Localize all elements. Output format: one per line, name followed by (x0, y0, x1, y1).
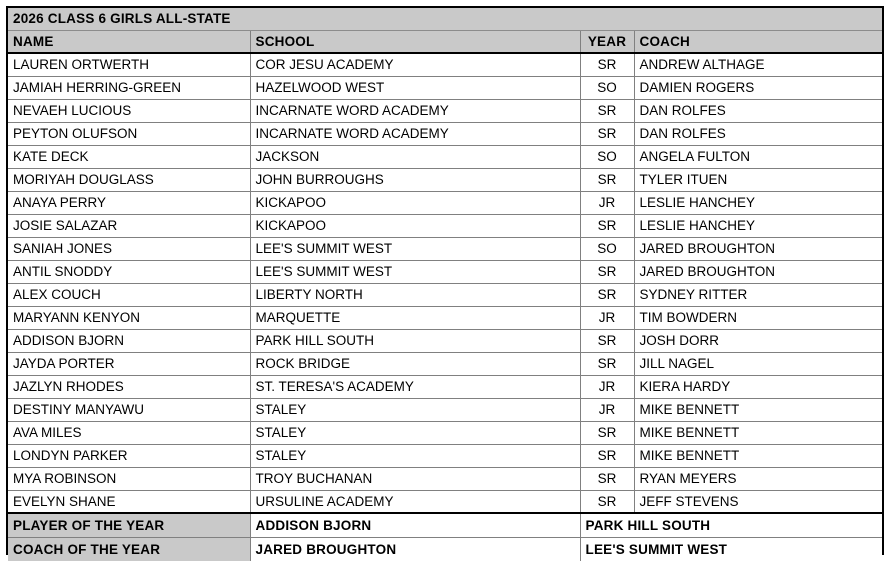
cell-coach[interactable]: TIM BOWDERN (634, 306, 882, 329)
table-row (8, 99, 882, 122)
cell-coach[interactable]: TYLER ITUEN (634, 168, 882, 191)
cell-coach[interactable]: SYDNEY RITTER (634, 283, 882, 306)
cell-year[interactable]: SR (580, 99, 634, 122)
cell-coach[interactable]: JEFF STEVENS (634, 490, 882, 513)
cell-coach[interactable]: MIKE BENNETT (634, 398, 882, 421)
cell-name[interactable]: NEVAEH LUCIOUS (8, 99, 250, 122)
table-row (8, 306, 882, 329)
cell-coach[interactable]: MIKE BENNETT (634, 421, 882, 444)
cell-year[interactable]: SR (580, 168, 634, 191)
cell-school[interactable]: KICKAPOO (250, 191, 580, 214)
cell-school[interactable]: COR JESU ACADEMY (250, 53, 580, 76)
cell-name[interactable]: AVA MILES (8, 421, 250, 444)
cell-coach[interactable]: JARED BROUGHTON (634, 237, 882, 260)
cell-name[interactable]: ANAYA PERRY (8, 191, 250, 214)
cell-name[interactable]: JOSIE SALAZAR (8, 214, 250, 237)
table-row (8, 122, 882, 145)
table-row (8, 214, 882, 237)
cell-school[interactable]: LEE'S SUMMIT WEST (250, 237, 580, 260)
table-row (8, 260, 882, 283)
cell-year[interactable]: JR (580, 375, 634, 398)
award-label: COACH OF THE YEAR (8, 537, 250, 561)
allstate-table-container (6, 6, 884, 555)
cell-school[interactable]: JACKSON (250, 145, 580, 168)
cell-name[interactable]: KATE DECK (8, 145, 250, 168)
cell-coach[interactable]: DAN ROLFES (634, 99, 882, 122)
table-row (8, 398, 882, 421)
cell-coach[interactable]: JOSH DORR (634, 329, 882, 352)
award-recipient-school[interactable]: PARK HILL SOUTH (580, 513, 882, 537)
cell-year[interactable]: SR (580, 214, 634, 237)
cell-coach[interactable]: ANDREW ALTHAGE (634, 53, 882, 76)
cell-name[interactable]: ADDISON BJORN (8, 329, 250, 352)
cell-name[interactable]: EVELYN SHANE (8, 490, 250, 513)
cell-year[interactable]: SR (580, 122, 634, 145)
cell-coach[interactable]: MIKE BENNETT (634, 444, 882, 467)
cell-coach[interactable]: RYAN MEYERS (634, 467, 882, 490)
cell-school[interactable]: JOHN BURROUGHS (250, 168, 580, 191)
cell-coach[interactable]: JARED BROUGHTON (634, 260, 882, 283)
cell-school[interactable]: STALEY (250, 421, 580, 444)
cell-school[interactable]: HAZELWOOD WEST (250, 76, 580, 99)
cell-year[interactable]: SR (580, 53, 634, 76)
cell-name[interactable]: DESTINY MANYAWU (8, 398, 250, 421)
cell-name[interactable]: ANTIL SNODDY (8, 260, 250, 283)
cell-name[interactable]: SANIAH JONES (8, 237, 250, 260)
table-row (8, 467, 882, 490)
cell-school[interactable]: KICKAPOO (250, 214, 580, 237)
cell-coach[interactable]: JILL NAGEL (634, 352, 882, 375)
cell-school[interactable]: ROCK BRIDGE (250, 352, 580, 375)
cell-school[interactable]: INCARNATE WORD ACADEMY (250, 99, 580, 122)
table-row (8, 53, 882, 76)
cell-school[interactable]: LEE'S SUMMIT WEST (250, 260, 580, 283)
table-row (8, 421, 882, 444)
cell-school[interactable]: MARQUETTE (250, 306, 580, 329)
table-row (8, 237, 882, 260)
cell-name[interactable]: MORIYAH DOUGLASS (8, 168, 250, 191)
table-row (8, 145, 882, 168)
cell-school[interactable]: URSULINE ACADEMY (250, 490, 580, 513)
cell-year[interactable]: SO (580, 237, 634, 260)
table-row (8, 444, 882, 467)
cell-year[interactable]: SO (580, 145, 634, 168)
cell-coach[interactable]: ANGELA FULTON (634, 145, 882, 168)
table-row (8, 76, 882, 99)
cell-school[interactable]: PARK HILL SOUTH (250, 329, 580, 352)
table-row (8, 352, 882, 375)
cell-name[interactable]: LONDYN PARKER (8, 444, 250, 467)
cell-year[interactable]: SR (580, 444, 634, 467)
cell-year[interactable]: SR (580, 329, 634, 352)
cell-school[interactable]: STALEY (250, 444, 580, 467)
allstate-table (8, 8, 882, 561)
award-recipient-school[interactable]: LEE'S SUMMIT WEST (580, 537, 882, 561)
table-row (8, 168, 882, 191)
cell-coach[interactable]: DAN ROLFES (634, 122, 882, 145)
cell-name[interactable]: JAYDA PORTER (8, 352, 250, 375)
table-title-row (8, 8, 882, 30)
table-header-row (8, 30, 882, 53)
cell-year[interactable]: SR (580, 260, 634, 283)
cell-year[interactable]: SR (580, 467, 634, 490)
cell-year[interactable]: SR (580, 352, 634, 375)
table-row (8, 191, 882, 214)
table-row (8, 375, 882, 398)
column-header-name[interactable]: NAME (8, 30, 250, 53)
cell-coach[interactable]: LESLIE HANCHEY (634, 214, 882, 237)
table-row (8, 283, 882, 306)
cell-school[interactable]: ST. TERESA'S ACADEMY (250, 375, 580, 398)
column-header-coach[interactable]: COACH (634, 30, 882, 53)
cell-name[interactable]: MARYANN KENYON (8, 306, 250, 329)
cell-year[interactable]: SR (580, 490, 634, 513)
award-recipient-name[interactable]: ADDISON BJORN (250, 513, 580, 537)
cell-year[interactable]: JR (580, 191, 634, 214)
cell-school[interactable]: INCARNATE WORD ACADEMY (250, 122, 580, 145)
cell-year[interactable]: JR (580, 306, 634, 329)
award-label: PLAYER OF THE YEAR (8, 513, 250, 537)
column-header-school[interactable]: SCHOOL (250, 30, 580, 53)
cell-year[interactable]: SR (580, 283, 634, 306)
cell-year[interactable]: SO (580, 76, 634, 99)
cell-name[interactable]: MYA ROBINSON (8, 467, 250, 490)
cell-school[interactable]: LIBERTY NORTH (250, 283, 580, 306)
cell-year[interactable]: JR (580, 398, 634, 421)
cell-coach[interactable]: KIERA HARDY (634, 375, 882, 398)
cell-name[interactable]: LAUREN ORTWERTH (8, 53, 250, 76)
award-recipient-name[interactable]: JARED BROUGHTON (250, 537, 580, 561)
cell-year[interactable]: SR (580, 421, 634, 444)
cell-name[interactable]: PEYTON OLUFSON (8, 122, 250, 145)
cell-school[interactable]: TROY BUCHANAN (250, 467, 580, 490)
page-title: 2026 CLASS 6 GIRLS ALL-STATE (8, 8, 882, 30)
award-row (8, 513, 882, 537)
allstate-table-body (8, 8, 882, 561)
award-row (8, 537, 882, 561)
cell-school[interactable]: STALEY (250, 398, 580, 421)
cell-coach[interactable]: LESLIE HANCHEY (634, 191, 882, 214)
cell-name[interactable]: ALEX COUCH (8, 283, 250, 306)
column-header-year[interactable]: YEAR (580, 30, 634, 53)
table-row (8, 490, 882, 513)
table-row (8, 329, 882, 352)
cell-coach[interactable]: DAMIEN ROGERS (634, 76, 882, 99)
cell-name[interactable]: JAMIAH HERRING-GREEN (8, 76, 250, 99)
cell-name[interactable]: JAZLYN RHODES (8, 375, 250, 398)
